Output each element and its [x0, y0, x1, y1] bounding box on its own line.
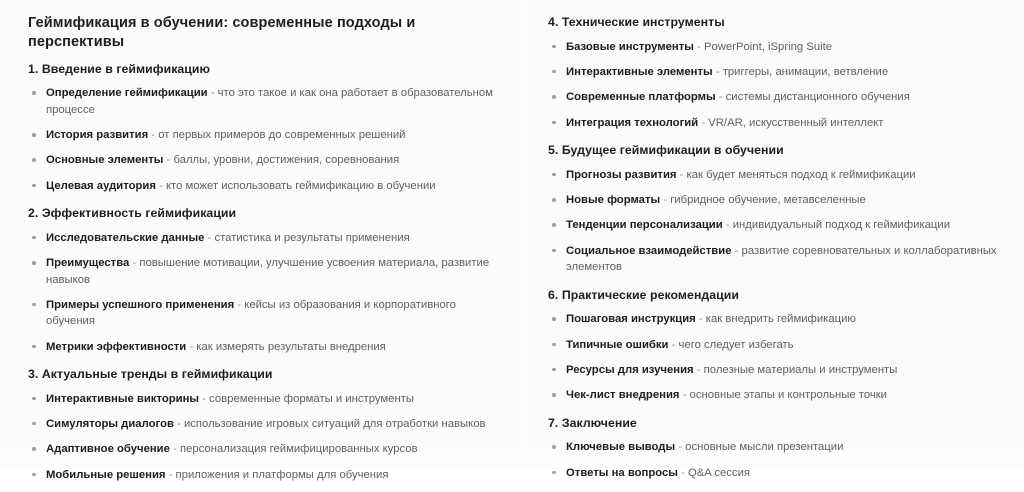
- left-column-sections: [28, 61, 504, 483]
- bullet-list: [28, 391, 504, 484]
- list-item: [28, 230, 504, 246]
- list-item-separator: -: [237, 298, 242, 311]
- list-item-term: Тенденции персонализации: [566, 219, 723, 232]
- list-item-description: современные форматы и инструменты: [209, 392, 414, 405]
- outline-section: [28, 205, 504, 355]
- list-item: [548, 465, 1012, 481]
- list-item-separator: -: [718, 91, 723, 104]
- list-item-separator: -: [678, 441, 683, 454]
- list-item-term: Базовые инструменты: [566, 40, 694, 53]
- list-item-description: гибридное обучение, метавселенные: [670, 194, 866, 207]
- list-item-separator: -: [679, 168, 684, 181]
- section-title: 6. Практические рекомендации: [548, 287, 739, 302]
- list-item-separator: -: [173, 443, 177, 456]
- list-item-term: Адаптивное обучение: [46, 443, 170, 456]
- list-item-description: системы дистанционного обучения: [725, 91, 910, 104]
- list-item-description: полезные материалы и инструменты: [703, 363, 898, 376]
- list-item-description: кейсы из образования и корпоративного обучения: [46, 298, 456, 328]
- list-item-separator: -: [132, 257, 137, 270]
- list-item: [548, 64, 1012, 80]
- list-item-term: Основные элементы: [46, 154, 164, 167]
- list-item: [548, 362, 1012, 378]
- list-item-separator: -: [189, 340, 194, 353]
- list-item-term: Исследовательские данные: [46, 231, 205, 244]
- list-item-description: основные этапы и контрольные точки: [689, 389, 887, 402]
- list-item-term: Ответы на вопросы: [566, 466, 678, 479]
- outline-section: [548, 415, 1012, 481]
- list-item-separator: -: [681, 466, 685, 479]
- list-item-description: триггеры, анимации, ветвление: [722, 65, 889, 78]
- list-item-separator: -: [159, 179, 163, 192]
- list-item-description: как будет меняться подход к геймификации: [686, 168, 916, 181]
- list-item-description: индивидуальный подход к геймификации: [732, 219, 951, 232]
- list-item: [548, 167, 1012, 183]
- list-item-separator: -: [696, 363, 701, 376]
- list-item-separator: -: [715, 65, 720, 78]
- list-item-term: Интерактивные элементы: [566, 65, 713, 78]
- list-item: [548, 337, 1012, 353]
- list-item-term: Определение геймификации: [46, 87, 208, 100]
- list-item: [548, 217, 1012, 233]
- list-item-separator: -: [698, 313, 703, 326]
- list-item-separator: -: [210, 87, 215, 100]
- list-item-term: Чек-лист внедрения: [566, 389, 680, 402]
- list-item-description: развитие соревновательных и коллаборативных элементов: [566, 244, 997, 274]
- list-item-description: PowerPoint, iSpring Suite: [703, 40, 833, 53]
- bullet-list: [28, 85, 504, 194]
- section-title: 4. Технические инструменты: [548, 15, 725, 29]
- list-item-description: чего следует избегать: [678, 338, 794, 351]
- list-item-description: использование игровых ситуаций для отработки навыков: [183, 417, 486, 430]
- list-item: [28, 467, 504, 483]
- list-item: [548, 39, 1012, 55]
- list-item: [548, 115, 1012, 131]
- section-title: 5. Будущее геймификации в обучении: [548, 143, 784, 158]
- list-item-term: Мобильные решения: [46, 468, 166, 481]
- bullet-list: [28, 230, 504, 355]
- list-item-separator: -: [725, 219, 730, 232]
- outline-section: [548, 14, 1012, 131]
- page-title: Геймификация в обучении: современные подходы и перспективы: [28, 15, 416, 50]
- list-item-separator: -: [663, 194, 668, 207]
- list-item: [28, 255, 504, 288]
- list-item-term: Социальное взаимодействие: [566, 244, 732, 257]
- section-title: 2. Эффективность геймификации: [28, 206, 237, 221]
- list-item-description: кто может использовать геймификацию в обучении: [165, 179, 436, 192]
- list-item: [28, 339, 504, 355]
- outline-section: [28, 61, 504, 194]
- list-item-term: Ресурсы для изучения: [566, 363, 694, 376]
- list-item-term: Интерактивные викторины: [46, 392, 200, 405]
- list-item-description: Q&A сессия: [687, 466, 750, 479]
- list-item-description: приложения и платформы для обучения: [175, 468, 389, 481]
- list-item: [28, 85, 504, 118]
- list-item: [548, 311, 1012, 327]
- list-item-description: от первых примеров до современных решений: [158, 129, 406, 142]
- list-item-separator: -: [177, 417, 181, 430]
- section-title: 7. Заключение: [548, 415, 637, 430]
- bullet-list: [548, 39, 1012, 132]
- bullet-list: [548, 439, 1012, 481]
- outline-section: [548, 287, 1012, 404]
- list-item-term: Симуляторы диалогов: [46, 417, 174, 430]
- list-item-separator: -: [682, 389, 687, 402]
- list-item-separator: -: [207, 231, 212, 244]
- list-item-description: основные мысли презентации: [685, 441, 844, 454]
- list-item-term: Прогнозы развития: [566, 168, 677, 181]
- list-item-term: Примеры успешного применения: [46, 298, 235, 311]
- list-item: [548, 89, 1012, 105]
- list-item-separator: -: [734, 244, 739, 257]
- list-item-description: баллы, уровни, достижения, соревнования: [173, 154, 400, 167]
- list-item-description: VR/AR, искусственный интеллект: [708, 116, 884, 129]
- list-item: [28, 391, 504, 407]
- list-item-separator: -: [697, 40, 701, 53]
- bullet-list: [548, 167, 1012, 276]
- right-column-sections: [548, 14, 1012, 481]
- bullet-list: [548, 311, 1012, 404]
- section-title: 3. Актуальные тренды в геймификации: [28, 367, 273, 381]
- list-item-separator: -: [671, 338, 676, 351]
- section-title: 1. Введение в геймификацию: [28, 61, 211, 76]
- list-item-description: статистика и результаты применения: [214, 231, 410, 244]
- outline-section: [548, 142, 1012, 275]
- list-item: [548, 192, 1012, 208]
- list-item: [28, 127, 504, 143]
- list-item-description: повышение мотивации, улучшение усвоения материала, развитие навыков: [46, 257, 490, 286]
- list-item: [28, 441, 504, 457]
- list-item-term: История развития: [46, 129, 149, 142]
- list-item-separator: -: [202, 392, 206, 405]
- list-item: [548, 439, 1012, 455]
- list-item: [28, 297, 504, 330]
- list-item-term: Современные платформы: [566, 91, 716, 104]
- list-item-separator: -: [701, 116, 706, 129]
- list-item-term: Новые форматы: [566, 194, 661, 207]
- list-item: [28, 178, 504, 194]
- list-item-term: Метрики эффективности: [46, 340, 187, 353]
- outline-section: [28, 366, 504, 483]
- right-column: [520, 0, 1024, 490]
- list-item-term: Ключевые выводы: [566, 441, 676, 454]
- list-item-description: персонализация геймифицированных курсов: [179, 443, 418, 456]
- list-item-term: Преимущества: [46, 257, 130, 270]
- list-item-term: Типичные ошибки: [566, 338, 669, 351]
- list-item: [28, 152, 504, 168]
- list-item-term: Пошаговая инструкция: [566, 313, 696, 326]
- list-item-separator: -: [166, 154, 171, 167]
- list-item-separator: -: [151, 129, 156, 142]
- list-item-description: что это такое и как она работает в образовательном процессе: [46, 87, 493, 116]
- list-item: [548, 243, 1012, 276]
- list-item-term: Целевая аудитория: [46, 179, 156, 192]
- list-item-description: как внедрить геймификацию: [705, 313, 856, 326]
- list-item-term: Интеграция технологий: [566, 116, 699, 129]
- list-item: [548, 387, 1012, 403]
- list-item-description: как измерять результаты внедрения: [196, 340, 386, 353]
- list-item: [28, 416, 504, 432]
- list-item-separator: -: [168, 468, 173, 481]
